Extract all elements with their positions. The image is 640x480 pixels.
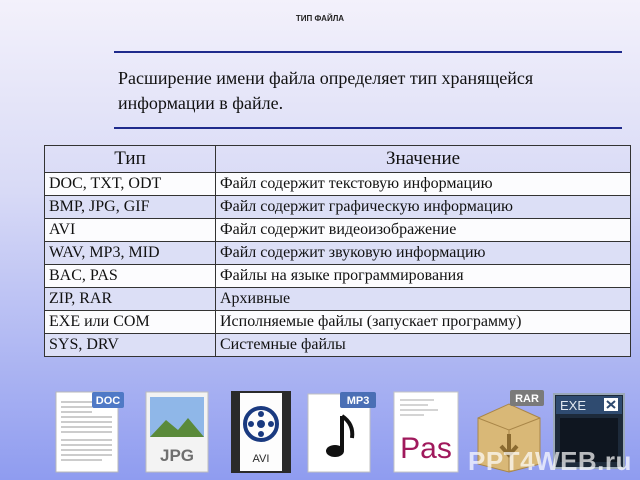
table-row [45, 288, 631, 311]
cell-type: BMP, JPG, GIF [45, 196, 216, 219]
cell-type: BAC, PAS [45, 265, 216, 288]
avi-file-icon [224, 388, 298, 474]
top-divider [114, 51, 622, 53]
table-row [45, 311, 631, 334]
jpg-file-icon [140, 388, 214, 474]
slide-title: ТИП ФАЙЛА [295, 14, 345, 23]
file-types-table [44, 145, 631, 357]
svg-text:EXE: EXE [560, 398, 587, 413]
header-meaning: Значение [216, 146, 631, 173]
svg-text:MP3: MP3 [346, 395, 370, 407]
cell-type: WAV, MP3, MID [45, 242, 216, 265]
cell-meaning: Исполняемые файлы (запускает программу) [216, 311, 631, 334]
table-row [45, 265, 631, 288]
cell-meaning: Файл содержит графическую информацию [216, 196, 631, 219]
svg-text:Pas: Pas [400, 432, 452, 465]
cell-type: ZIP, RAR [45, 288, 216, 311]
bottom-divider [114, 127, 622, 129]
svg-text:AVI: AVI [252, 453, 270, 465]
cell-meaning: Файл содержит звуковую информацию [216, 242, 631, 265]
pas-file-icon [390, 388, 464, 474]
table-row [45, 173, 631, 196]
doc-file-icon [52, 388, 126, 474]
cell-type: AVI [45, 219, 216, 242]
cell-type: DOC, TXT, ODT [45, 173, 216, 196]
table-row [45, 334, 631, 357]
cell-type: SYS, DRV [45, 334, 216, 357]
intro-text: Расширение имени файла определяет тип хранящейся информации в файле. [118, 68, 534, 113]
table-row [45, 219, 631, 242]
svg-text:RAR: RAR [515, 393, 539, 405]
mp3-file-icon [304, 388, 378, 474]
header-type: Тип [45, 146, 216, 173]
watermark: PPT4WEB.ru [468, 446, 632, 476]
cell-type: EXE или COM [45, 311, 216, 334]
table-row [45, 242, 631, 265]
cell-meaning: Системные файлы [216, 334, 631, 357]
cell-meaning: Архивные [216, 288, 631, 311]
cell-meaning: Файл содержит текстовую информацию [216, 173, 631, 196]
cell-meaning: Файл содержит видеоизображение [216, 219, 631, 242]
table-header-row [45, 146, 631, 173]
table-row [45, 196, 631, 219]
svg-text:DOC: DOC [95, 395, 121, 407]
svg-text:JPG: JPG [159, 446, 195, 465]
cell-meaning: Файлы на языке программирования [216, 265, 631, 288]
